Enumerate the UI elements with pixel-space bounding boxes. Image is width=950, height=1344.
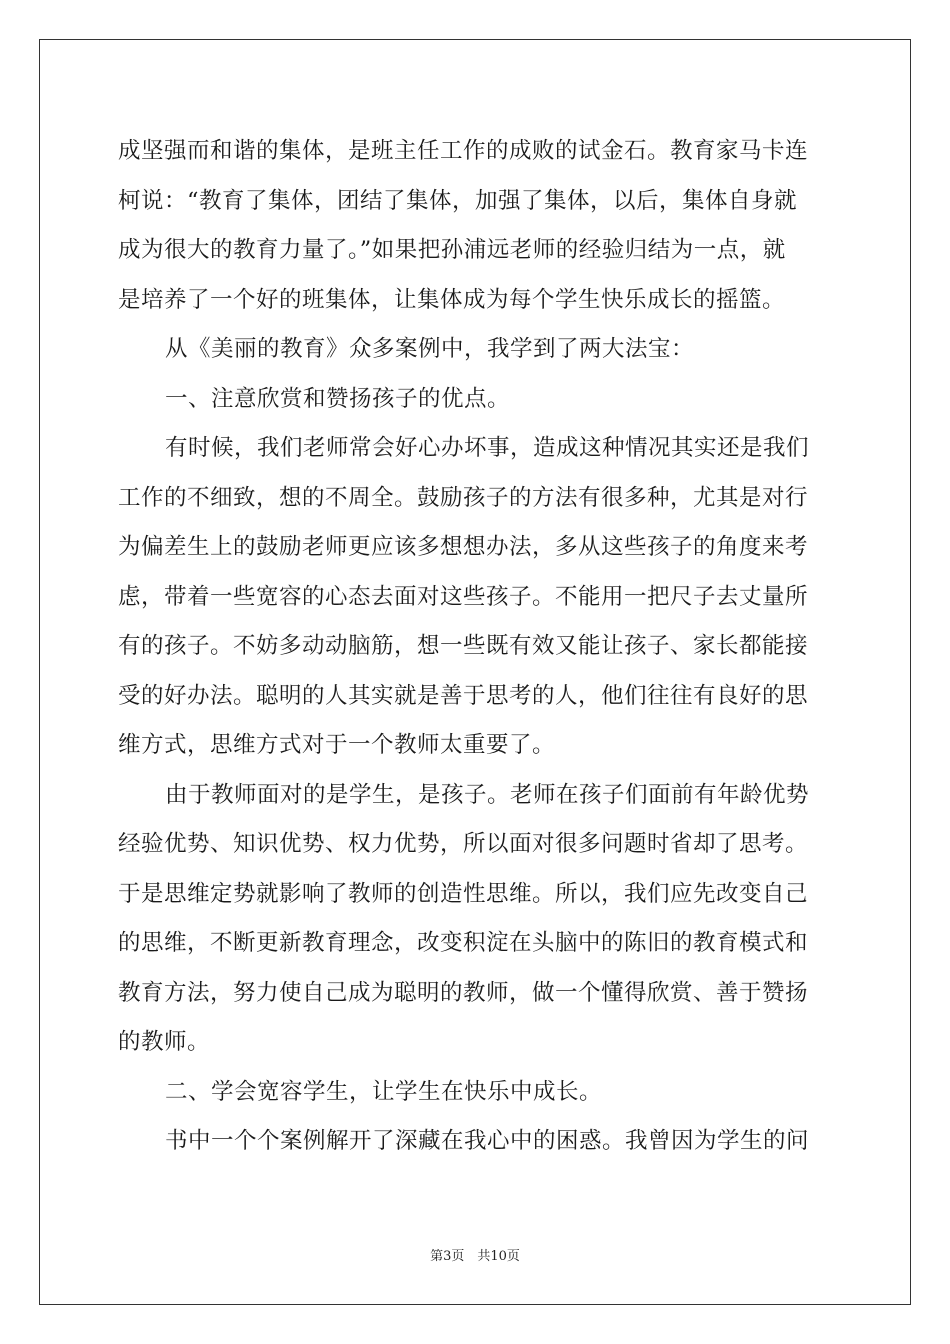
- text-line: 受的好办法。聪明的人其实就是善于思考的人，他们往往有良好的思: [118, 682, 809, 709]
- text-line: 由于教师面对的是学生，是孩子。老师在孩子们面前有年龄优势: [165, 781, 810, 808]
- text-line: 有的孩子。不妨多动动脑筋，想一些既有效又能让孩子、家长都能接: [118, 633, 809, 659]
- document-body: [118, 127, 832, 1167]
- text-line: 维方式，思维方式对于一个教师太重要了。: [118, 732, 556, 758]
- page-number-footer: 第3页 共10页: [430, 1249, 520, 1264]
- text-line: 经验优势、知识优势、权力优势，所以面对很多问题时省却了思考。: [118, 831, 809, 857]
- text-line: 成坚强而和谐的集体，是班主任工作的成败的试金石。教育家马卡连: [118, 138, 809, 164]
- text-line: 的思维，不断更新教育理念，改变积淀在头脑中的陈旧的教育模式和: [118, 930, 809, 956]
- text-line: 柯说：“教育了集体，团结了集体，加强了集体，以后，集体自身就: [118, 187, 798, 214]
- text-line: 教育方法，努力使自己成为聪明的教师，做一个懂得欣赏、善于赞扬: [118, 979, 809, 1006]
- text-line: 一、注意欣赏和赞扬孩子的优点。: [165, 385, 511, 412]
- text-line: 是培养了一个好的班集体，让集体成为每个学生快乐成长的摇篮。: [118, 286, 786, 313]
- text-line: 成为很大的教育力量了。”如果把孙浦远老师的经验归结为一点，就: [118, 237, 786, 263]
- text-line: 虑，带着一些宽容的心态去面对这些孩子。不能用一把尺子去丈量所: [118, 583, 809, 610]
- text-line: 的教师。: [118, 1029, 211, 1055]
- text-line: 有时候，我们老师常会好心办坏事，造成这种情况其实还是我们: [165, 435, 810, 461]
- text-line: 书中一个个案例解开了深藏在我心中的困惑。我曾因为学生的问: [165, 1128, 810, 1154]
- text-line: 工作的不细致，想的不周全。鼓励孩子的方法有很多种，尤其是对行: [118, 484, 809, 511]
- text-line: 为偏差生上的鼓励老师更应该多想想办法，多从这些孩子的角度来考: [118, 534, 809, 560]
- text-line: 二、学会宽容学生，让学生在快乐中成长。: [165, 1078, 603, 1105]
- text-line: 从《美丽的教育》众多案例中，我学到了两大法宝：: [165, 336, 695, 362]
- text-line: 于是思维定势就影响了教师的创造性思维。所以，我们应先改变自己: [118, 880, 809, 907]
